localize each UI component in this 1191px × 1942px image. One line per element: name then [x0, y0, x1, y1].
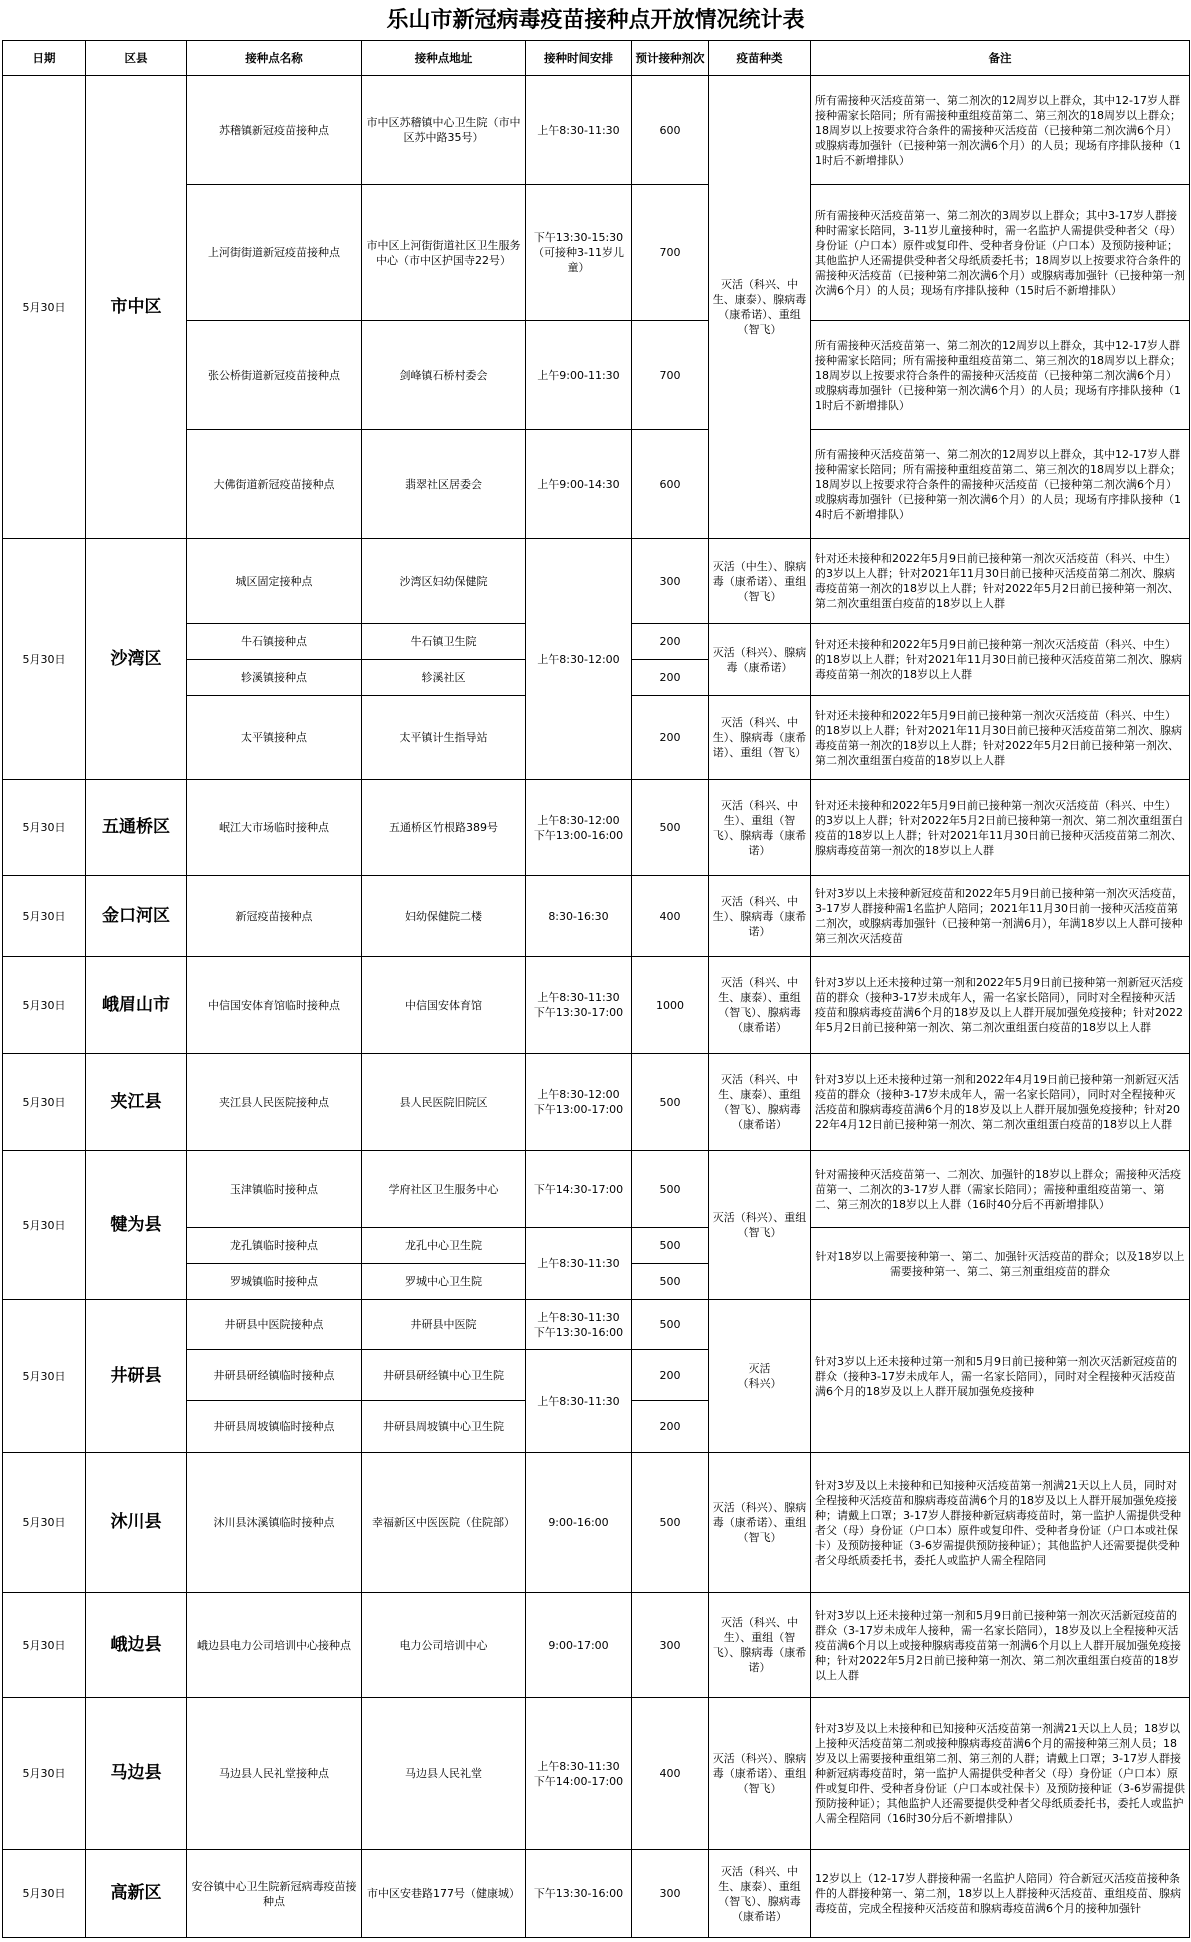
time-cell: 上午8:30-11:30 [526, 1228, 632, 1300]
doses-cell: 200 [632, 696, 709, 780]
site-name-cell: 夹江县人民医院接种点 [187, 1054, 362, 1151]
site-name-cell: 中信国安体育馆临时接种点 [187, 957, 362, 1054]
district-cell: 夹江县 [86, 1054, 187, 1151]
district-cell: 峨眉山市 [86, 957, 187, 1054]
time-cell: 下午14:30-17:00 [526, 1151, 632, 1228]
time-cell: 上午9:00-11:30 [526, 321, 632, 430]
date-cell: 5月30日 [3, 1054, 86, 1151]
site-name-cell: 龙孔镇临时接种点 [187, 1228, 362, 1264]
header-time: 接种时间安排 [526, 41, 632, 76]
remark-cell: 针对需接种灭活疫苗第一、二剂次、加强针的18岁以上群众；需接种灭活疫苗第一、二剂次的3-17岁人群（需家长陪同）；需接种重组疫苗第一、第二、第三剂次的18岁以上人群（16时40分后不再新增排队） [811, 1151, 1190, 1228]
site-name-cell: 井研县研经镇临时接种点 [187, 1350, 362, 1401]
table-row [3, 876, 1190, 957]
table-row [3, 1453, 1190, 1593]
doses-cell: 600 [632, 430, 709, 539]
date-cell: 5月30日 [3, 76, 86, 539]
table-row [3, 957, 1190, 1054]
vaccine-cell: 灭活（科兴、中生、康泰）、重组（智飞）、腺病毒（康希诺） [709, 1054, 811, 1151]
vaccine-cell: 灭活（科兴、中生）、重组（智飞）、腺病毒（康希诺） [709, 780, 811, 876]
date-cell: 5月30日 [3, 1151, 86, 1300]
time-cell: 上午8:30-11:30 下午14:00-17:00 [526, 1698, 632, 1850]
header-vaccine: 疫苗种类 [709, 41, 811, 76]
time-cell: 上午8:30-11:30 下午13:30-17:00 [526, 957, 632, 1054]
vaccine-cell: 灭活（科兴）、腺病毒（康希诺） [709, 624, 811, 696]
site-address-cell: 沙湾区妇幼保健院 [362, 539, 526, 624]
remark-cell: 所有需接种灭活疫苗第一、第二剂次的12周岁以上群众，其中12-17岁人群接种需家长陪同；所有需接种重组疫苗第二、第三剂次的18周岁以上群众；18周岁以上按要求符合条件的需接种灭活疫苗（已接种第二剂次满6个月）或腺病毒加强针（已接种第一剂次满6个月）的人员；现场有序排队接种（11时后不新增排队） [811, 76, 1190, 185]
site-address-cell: 中信国安体育馆 [362, 957, 526, 1054]
header-remark: 备注 [811, 41, 1190, 76]
site-address-cell: 县人民医院旧院区 [362, 1054, 526, 1151]
site-name-cell: 张公桥街道新冠疫苗接种点 [187, 321, 362, 430]
site-address-cell: 井研县研经镇中心卫生院 [362, 1350, 526, 1401]
vaccine-cell: 灭活（科兴、中生、康泰）、重组（智飞）、腺病毒（康希诺） [709, 957, 811, 1054]
site-name-cell: 罗城镇临时接种点 [187, 1264, 362, 1300]
site-address-cell: 五通桥区竹根路389号 [362, 780, 526, 876]
vaccine-cell: 灭活 （科兴） [709, 1300, 811, 1453]
site-address-cell: 罗城中心卫生院 [362, 1264, 526, 1300]
date-cell: 5月30日 [3, 1300, 86, 1453]
site-name-cell: 轸溪镇接种点 [187, 660, 362, 696]
site-address-cell: 幸福新区中医医院（住院部） [362, 1453, 526, 1593]
site-name-cell: 大佛街道新冠疫苗接种点 [187, 430, 362, 539]
site-name-cell: 上河街街道新冠疫苗接种点 [187, 185, 362, 321]
table-row [3, 780, 1190, 876]
district-cell: 金口河区 [86, 876, 187, 957]
date-cell: 5月30日 [3, 1850, 86, 1938]
site-name-cell: 马边县人民礼堂接种点 [187, 1698, 362, 1850]
district-cell: 峨边县 [86, 1593, 187, 1698]
header-district: 区县 [86, 41, 187, 76]
site-address-cell: 轸溪社区 [362, 660, 526, 696]
vaccine-cell: 灭活（科兴、中生）、腺病毒（康希诺） [709, 876, 811, 957]
header-doses: 预计接种剂次 [632, 41, 709, 76]
vaccine-cell: 灭活（中生）、腺病毒（康希诺）、重组（智飞） [709, 539, 811, 624]
doses-cell: 200 [632, 1401, 709, 1453]
remark-cell: 针对还未接种和2022年5月9日前已接种第一剂次灭活疫苗（科兴、中生）的3岁以上人群；针对2022年5月2日前已接种第一剂次、第二剂次重组蛋白疫苗的18岁以上人群；针对2021年11月30日前已接种灭活疫苗第二剂次、腺病毒疫苗第一剂次的18岁以上人群 [811, 780, 1190, 876]
site-address-cell: 井研县周坡镇中心卫生院 [362, 1401, 526, 1453]
site-name-cell: 苏稽镇新冠疫苗接种点 [187, 76, 362, 185]
date-cell: 5月30日 [3, 1698, 86, 1850]
table-row [3, 1151, 1190, 1228]
site-address-cell: 妇幼保健院二楼 [362, 876, 526, 957]
site-name-cell: 玉津镇临时接种点 [187, 1151, 362, 1228]
doses-cell: 500 [632, 1228, 709, 1264]
time-cell: 上午8:30-12:00 [526, 539, 632, 780]
remark-cell: 12岁以上（12-17岁人群接种需一名监护人陪同）符合新冠灭活疫苗接种条件的人群接种第一、第二剂，18岁以上人群接种灭活疫苗、重组疫苗、腺病毒疫苗，完成全程接种灭活疫苗和腺病毒疫苗满6个月的接种加强针 [811, 1850, 1190, 1938]
doses-cell: 1000 [632, 957, 709, 1054]
remark-cell: 针对18岁以上需要接种第一、第二、加强针灭活疫苗的群众；以及18岁以上需要接种第一、第二、第三剂重组疫苗的群众 [811, 1228, 1190, 1300]
time-cell: 上午8:30-12:00 下午13:00-17:00 [526, 1054, 632, 1151]
doses-cell: 200 [632, 660, 709, 696]
time-cell: 9:00-16:00 [526, 1453, 632, 1593]
site-name-cell: 牛石镇接种点 [187, 624, 362, 660]
remark-cell: 针对3岁及以上未接种和已知接种灭活疫苗第一剂满21天以上人员；18岁以上接种灭活疫苗第二剂或接种腺病毒疫苗满6个月的需接种第三剂人员；18岁及以上需要接种重组第二剂、第三剂的人群；请戴上口罩；3-17岁人群接种新冠病毒疫苗时，第一监护人需提供受种者父（母）身份证（户口本）原件或复印件、受种者身份证（户口本或社保卡）及预防接种证（3-6岁需提供预防接种证）；其他监护人还需要提供受种者父母纸质委托书，委托人或监护人需全程陪同（16时30分后不新增排队） [811, 1698, 1190, 1850]
site-address-cell: 龙孔中心卫生院 [362, 1228, 526, 1264]
vaccine-cell: 灭活（科兴）、腺病毒（康希诺）、重组（智飞） [709, 1698, 811, 1850]
remark-cell: 针对3岁及以上未接种和已知接种灭活疫苗第一剂满21天以上人员，同时对全程接种灭活疫苗和腺病毒疫苗满6个月的18岁及以上人群开展加强免疫接种；请戴上口罩；3-17岁人群接种新冠病毒疫苗时，第一监护人需提供受种者父（母）身份证（户口本）原件或复印件、受种者身份证（户口本或社保卡）及预防接种证（3-6岁需提供预防接种证）；其他监护人还需要提供受种者父母纸质委托书，委托人或监护人需全程陪同 [811, 1453, 1190, 1593]
doses-cell: 300 [632, 539, 709, 624]
remark-cell: 所有需接种灭活疫苗第一、第二剂次的3周岁以上群众；其中3-17岁人群接种时需家长陪同，3-11岁儿童接种时，需一名监护人需提供受种者父（母）身份证（户口本）原件或复印件、受种者身份证（户口本）及预防接种证；其他监护人还需提供受种者父母纸质委托书；18周岁以上按要求符合条件的需接种灭活疫苗（已接种第二剂次满6个月）或腺病毒加强针（已接种第一剂次满6个月）的人员；现场有序排队接种（15时后不新增排队） [811, 185, 1190, 321]
date-cell: 5月30日 [3, 1453, 86, 1593]
site-address-cell: 牛石镇卫生院 [362, 624, 526, 660]
remark-cell: 针对3岁以上还未接种过第一剂和2022年4月19日前已接种第一剂新冠灭活疫苗的群众（接种3-17岁未成年人，需一名家长陪同），同时对全程接种灭活疫苗和腺病毒疫苗满6个月的18岁及以上人群开展加强免疫接种；针对2022年4月12日前已接种第一剂次、第二剂次重组蛋白疫苗的18岁以上人群 [811, 1054, 1190, 1151]
site-address-cell: 翡翠社区居委会 [362, 430, 526, 539]
table-row [3, 1300, 1190, 1350]
doses-cell: 700 [632, 185, 709, 321]
vaccination-site-table [2, 40, 1190, 1938]
district-cell: 沙湾区 [86, 539, 187, 780]
table-row [3, 76, 1190, 185]
district-cell: 高新区 [86, 1850, 187, 1938]
time-cell: 上午8:30-12:00 下午13:00-16:00 [526, 780, 632, 876]
district-cell: 犍为县 [86, 1151, 187, 1300]
vaccine-cell: 灭活（科兴、中生）、重组（智飞）、腺病毒（康希诺） [709, 1593, 811, 1698]
site-name-cell: 新冠疫苗接种点 [187, 876, 362, 957]
site-address-cell: 市中区安巷路177号（健康城） [362, 1850, 526, 1938]
vaccine-cell: 灭活（科兴）、腺病毒（康希诺）、重组（智飞） [709, 1453, 811, 1593]
district-cell: 五通桥区 [86, 780, 187, 876]
doses-cell: 300 [632, 1850, 709, 1938]
date-cell: 5月30日 [3, 539, 86, 780]
table-row [3, 539, 1190, 624]
time-cell: 上午8:30-11:30 下午13:30-16:00 [526, 1300, 632, 1350]
site-name-cell: 岷江大市场临时接种点 [187, 780, 362, 876]
site-address-cell: 太平镇计生指导站 [362, 696, 526, 780]
site-address-cell: 马边县人民礼堂 [362, 1698, 526, 1850]
remark-cell: 针对还未接种和2022年5月9日前已接种第一剂次灭活疫苗（科兴、中生）的18岁以上人群；针对2021年11月30日前已接种灭活疫苗第二剂次、腺病毒疫苗第一剂次的18岁以上人群；针对2022年5月2日前已接种第一剂次、第二剂次重组蛋白疫苗的18岁以上人群 [811, 696, 1190, 780]
site-name-cell: 安谷镇中心卫生院新冠病毒疫苗接种点 [187, 1850, 362, 1938]
date-cell: 5月30日 [3, 876, 86, 957]
table-row [3, 1850, 1190, 1938]
vaccine-cell: 灭活（科兴、中生、康泰）、腺病毒（康希诺）、重组（智飞） [709, 76, 811, 539]
remark-cell: 所有需接种灭活疫苗第一、第二剂次的12周岁以上群众，其中12-17岁人群接种需家长陪同；所有需接种重组疫苗第二、第三剂次的18周岁以上群众；18周岁以上按要求符合条件的需接种灭活疫苗（已接种第二剂次满6个月）或腺病毒加强针（已接种第一剂次满6个月）的人员；现场有序排队接种（14时后不新增排队） [811, 430, 1190, 539]
remark-cell: 所有需接种灭活疫苗第一、第二剂次的12周岁以上群众，其中12-17岁人群接种需家长陪同；所有需接种重组疫苗第二、第三剂次的18周岁以上群众；18周岁以上按要求符合条件的需接种灭活疫苗（已接种第二剂次满6个月）或腺病毒加强针（已接种第一剂次满6个月）的人员；现场有序排队接种（11时后不新增排队） [811, 321, 1190, 430]
doses-cell: 300 [632, 1593, 709, 1698]
time-cell: 上午8:30-11:30 [526, 1350, 632, 1453]
vaccine-cell: 灭活（科兴）、重组（智飞） [709, 1151, 811, 1300]
district-cell: 井研县 [86, 1300, 187, 1453]
header-site-name: 接种点名称 [187, 41, 362, 76]
vaccine-cell: 灭活（科兴、中生）、腺病毒（康希诺）、重组（智飞） [709, 696, 811, 780]
site-address-cell: 剑峰镇石桥村委会 [362, 321, 526, 430]
table-row [3, 1698, 1190, 1850]
time-cell: 8:30-16:30 [526, 876, 632, 957]
doses-cell: 500 [632, 1151, 709, 1228]
time-cell: 上午8:30-11:30 [526, 76, 632, 185]
remark-cell: 针对还未接种和2022年5月9日前已接种第一剂次灭活疫苗（科兴、中生）的18岁以上人群；针对2021年11月30日前已接种灭活疫苗第二剂次、腺病毒疫苗第一剂次的18岁以上人群 [811, 624, 1190, 696]
page-title: 乐山市新冠病毒疫苗接种点开放情况统计表 [386, 7, 805, 33]
doses-cell: 500 [632, 1264, 709, 1300]
site-address-cell: 市中区上河街街道社区卫生服务中心（市中区护国寺22号） [362, 185, 526, 321]
site-name-cell: 太平镇接种点 [187, 696, 362, 780]
remark-cell: 针对3岁以上还未接种过第一剂和5月9日前已接种第一剂次灭活新冠疫苗的群众（3-17岁未成年人接种，需一名家长陪同），18岁及以上全程接种灭活疫苗满6个月以上或接种腺病毒疫苗第一剂满6个月以上人群开展加强免疫接种；针对2022年5月2日前已接种第一剂次、第二剂次重组蛋白疫苗的18岁以上人群 [811, 1593, 1190, 1698]
doses-cell: 500 [632, 1300, 709, 1350]
time-cell: 下午13:30-16:00 [526, 1850, 632, 1938]
remark-cell: 针对3岁以上未接种新冠疫苗和2022年5月9日前已接种第一剂次灭活疫苗，3-17岁人群接种需1名监护人陪同；2021年11月30日前一接种灭活疫苗第二剂次，或腺病毒加强针（已接种第一剂满6月），年满18岁以上人群可接种第三剂次灭活疫苗 [811, 876, 1190, 957]
site-name-cell: 井研县中医院接种点 [187, 1300, 362, 1350]
time-cell: 上午9:00-14:30 [526, 430, 632, 539]
doses-cell: 500 [632, 780, 709, 876]
header-date: 日期 [3, 41, 86, 76]
doses-cell: 700 [632, 321, 709, 430]
district-cell: 沐川县 [86, 1453, 187, 1593]
district-cell: 马边县 [86, 1698, 187, 1850]
table-header-row [3, 41, 1190, 76]
doses-cell: 500 [632, 1054, 709, 1151]
table-row [3, 1593, 1190, 1698]
header-site-address: 接种点地址 [362, 41, 526, 76]
site-name-cell: 峨边县电力公司培训中心接种点 [187, 1593, 362, 1698]
table-row [3, 1054, 1190, 1151]
time-cell: 9:00-17:00 [526, 1593, 632, 1698]
remark-cell: 针对3岁以上还未接种过第一剂和2022年5月9日前已接种第一剂新冠灭活疫苗的群众（接种3-17岁未成年人，需一名家长陪同），同时对全程接种灭活疫苗和腺病毒疫苗满6个月的18岁及以上人群开展加强免疫接种；针对2022年5月2日前已接种第一剂次、第二剂次重组蛋白疫苗的18岁以上人群 [811, 957, 1190, 1054]
site-address-cell: 学府社区卫生服务中心 [362, 1151, 526, 1228]
site-name-cell: 井研县周坡镇临时接种点 [187, 1401, 362, 1453]
doses-cell: 600 [632, 76, 709, 185]
time-cell: 下午13:30-15:30（可接种3-11岁儿童） [526, 185, 632, 321]
doses-cell: 500 [632, 1453, 709, 1593]
doses-cell: 200 [632, 1350, 709, 1401]
date-cell: 5月30日 [3, 957, 86, 1054]
date-cell: 5月30日 [3, 1593, 86, 1698]
date-cell: 5月30日 [3, 780, 86, 876]
site-name-cell: 沐川县沐溪镇临时接种点 [187, 1453, 362, 1593]
district-cell: 市中区 [86, 76, 187, 539]
remark-cell: 针对3岁以上还未接种过第一剂和5月9日前已接种第一剂次灭活新冠疫苗的群众（接种3-17岁未成年人，需一名家长陪同），同时对全程接种灭活疫苗满6个月的18岁及以上人群开展加强免疫接种 [811, 1300, 1190, 1453]
doses-cell: 400 [632, 876, 709, 957]
vaccine-cell: 灭活（科兴、中生、康泰）、重组（智飞）、腺病毒（康希诺） [709, 1850, 811, 1938]
site-address-cell: 市中区苏稽镇中心卫生院（市中区苏中路35号） [362, 76, 526, 185]
remark-cell: 针对还未接种和2022年5月9日前已接种第一剂次灭活疫苗（科兴、中生）的3岁以上人群；针对2021年11月30日前已接种灭活疫苗第二剂次、腺病毒疫苗第一剂次的18岁以上人群；针对2022年5月2日前已接种第一剂次、第二剂次重组蛋白疫苗的18岁以上人群 [811, 539, 1190, 624]
site-address-cell: 电力公司培训中心 [362, 1593, 526, 1698]
site-name-cell: 城区固定接种点 [187, 539, 362, 624]
doses-cell: 400 [632, 1698, 709, 1850]
site-address-cell: 井研县中医院 [362, 1300, 526, 1350]
doses-cell: 200 [632, 624, 709, 660]
